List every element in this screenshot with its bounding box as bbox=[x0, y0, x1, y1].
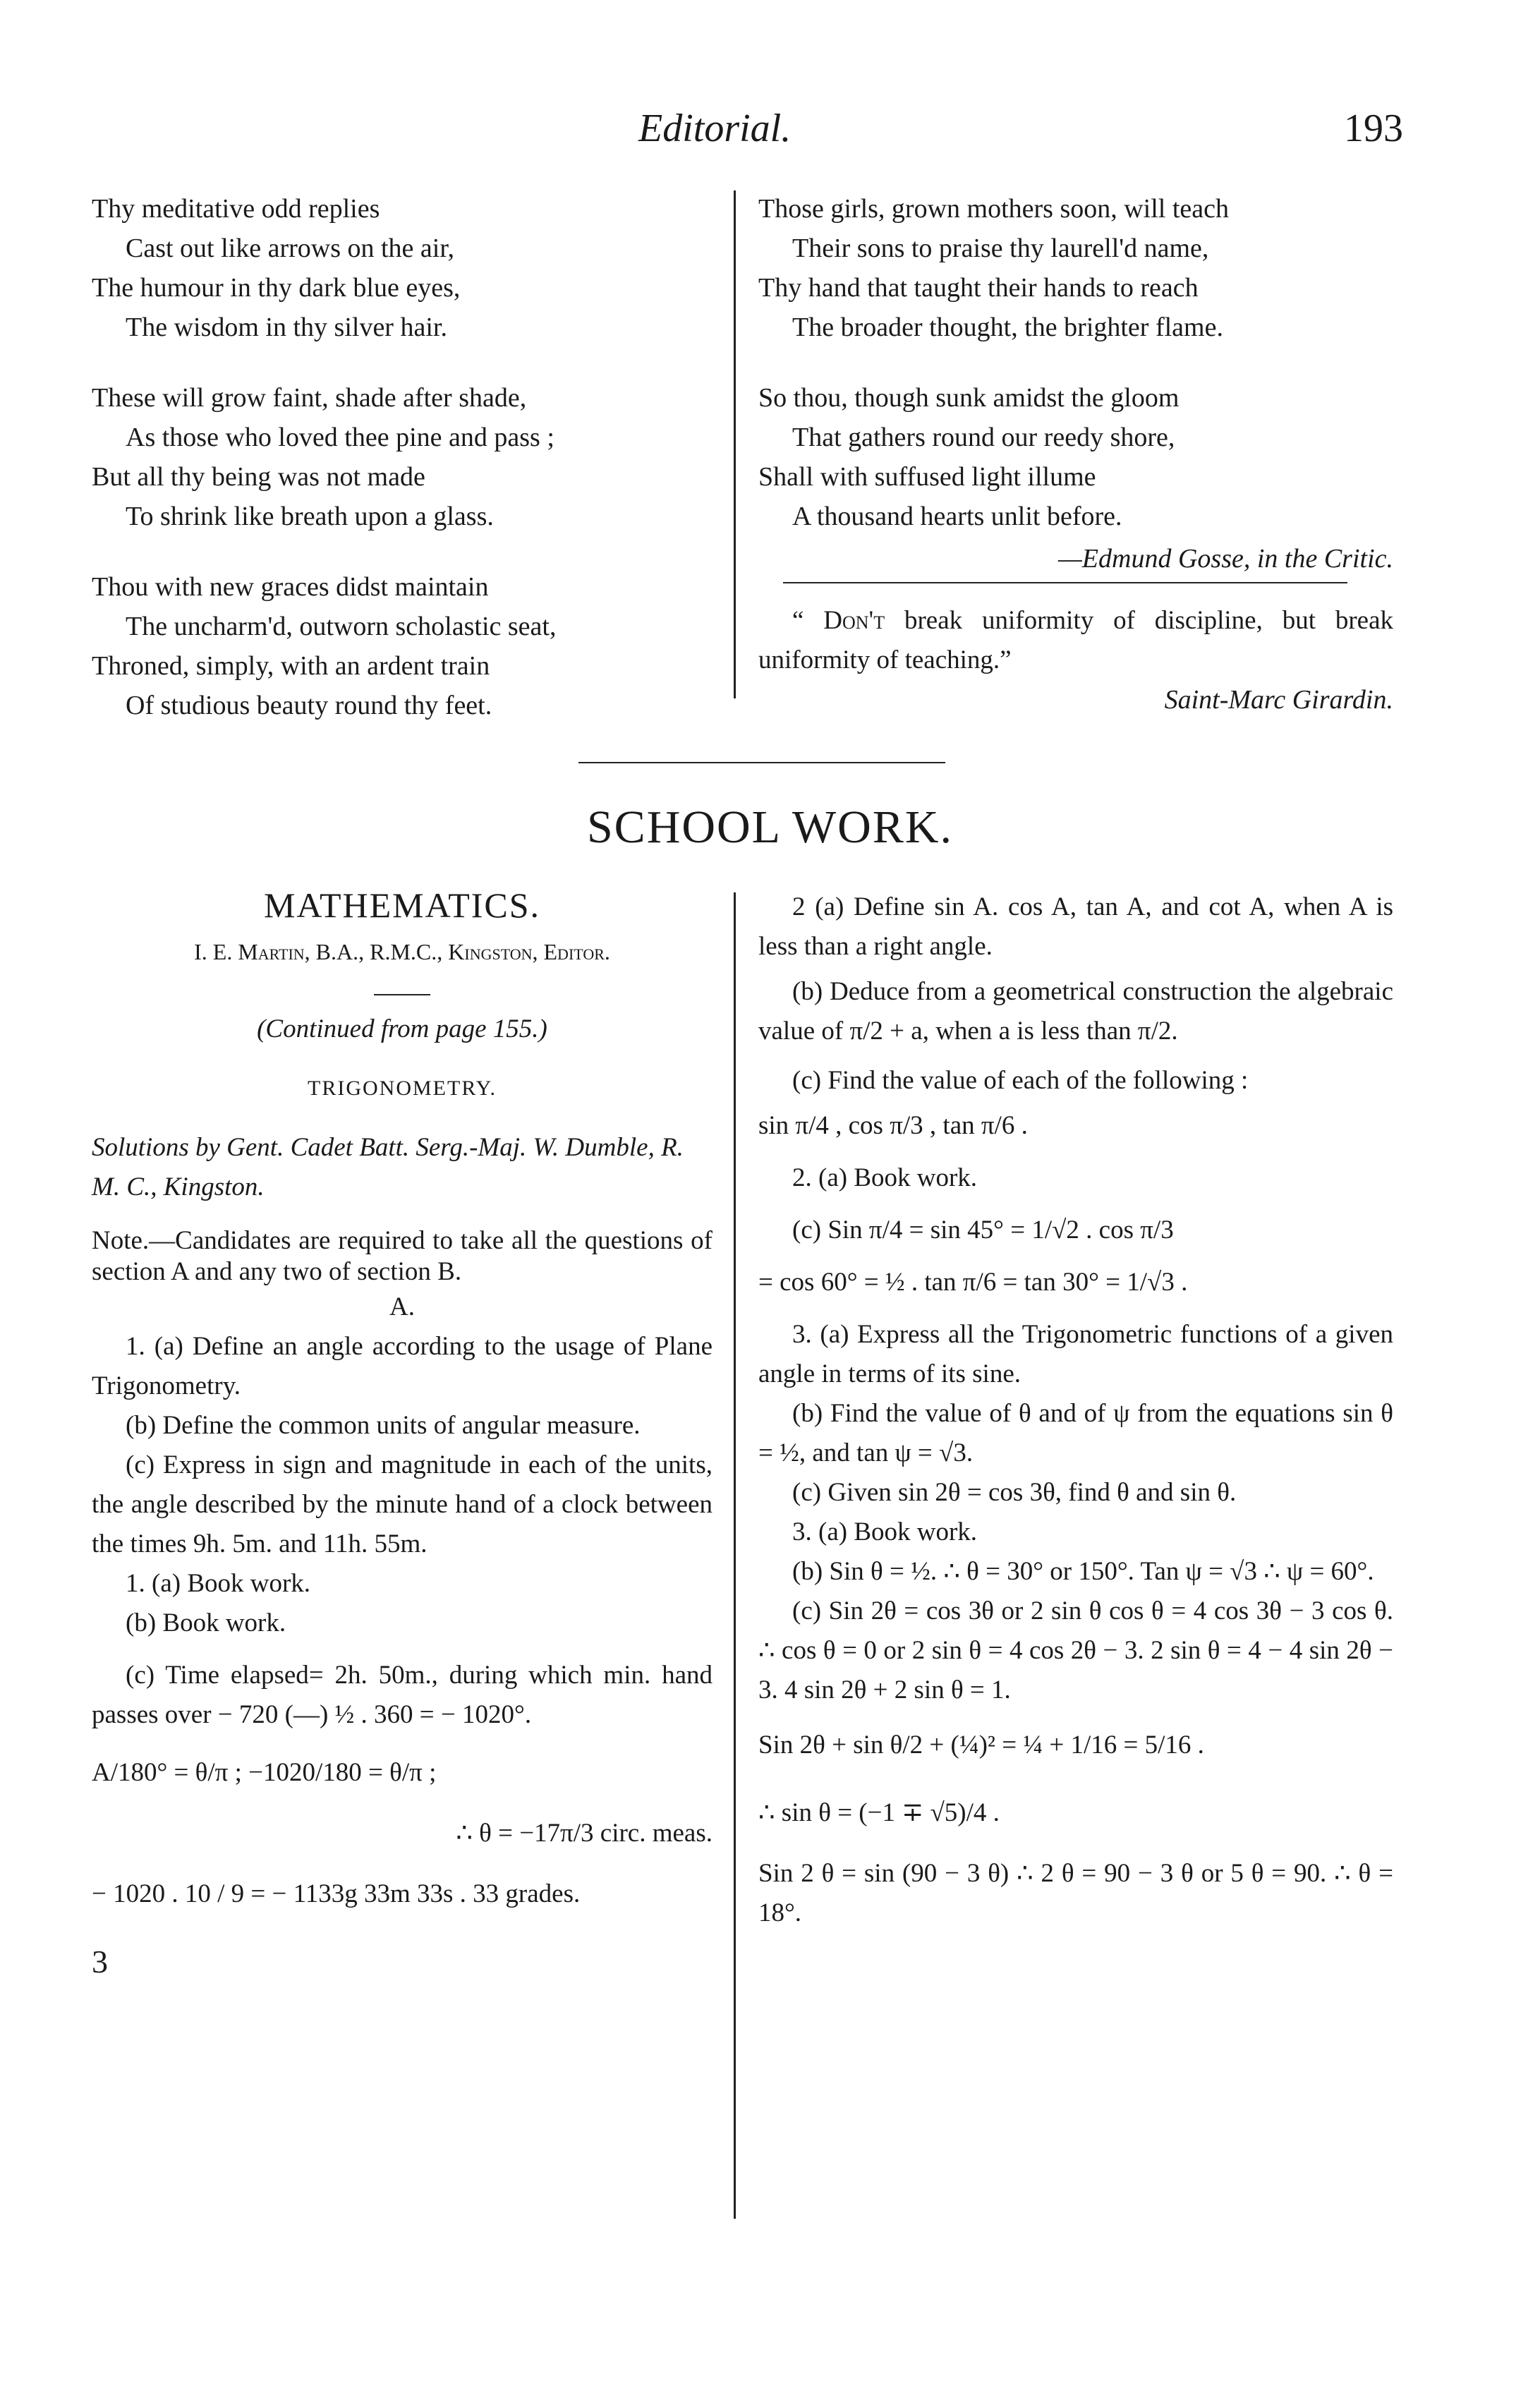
question-2c: (c) Find the value of each of the following : bbox=[792, 1066, 1249, 1095]
math-left-column bbox=[92, 885, 713, 1982]
question-2b: (b) Deduce from a geometrical construction the algebraic value of π/2 + a, when a is less than π/2. bbox=[758, 977, 1393, 1046]
equation: Sin 2θ + sin θ/2 + (¼)² = ¼ + 1/16 = 5/16 . bbox=[758, 1731, 1204, 1759]
poem-line: The broader thought, the brighter flame. bbox=[792, 313, 1223, 342]
section-title: SCHOOL WORK. bbox=[586, 801, 954, 853]
poem-line: Thy meditative odd replies bbox=[92, 194, 380, 224]
question-1a: 1. (a) Define an angle according to the usage of Plane Trigonometry. bbox=[92, 1332, 713, 1400]
signature-mark: 3 bbox=[92, 1944, 108, 1980]
poem-stanza bbox=[92, 189, 713, 347]
answer-2c-line2: = cos 60° = ½ . tan π/6 = tan 30° = 1/√3 . bbox=[758, 1268, 1188, 1297]
poem-line: That gathers round our reedy shore, bbox=[792, 423, 1175, 452]
poem-line: The wisdom in thy silver hair. bbox=[126, 313, 447, 342]
poem-line: Throned, simply, with an ardent train bbox=[92, 651, 490, 681]
column-divider bbox=[734, 892, 736, 2219]
answer-3c-conclusion: Sin 2 θ = sin (90 − 3 θ) ∴ 2 θ = 90 − 3 θ or 5 θ = 90. ∴ θ = 18°. bbox=[758, 1859, 1393, 1927]
poem-stanza bbox=[758, 189, 1393, 347]
answer-2c-line1: (c) Sin π/4 = sin 45° = 1/√2 . cos π/3 bbox=[792, 1216, 1174, 1244]
continued-note: (Continued from page 155.) bbox=[257, 1014, 547, 1043]
poem-stanza bbox=[758, 378, 1393, 536]
quote-attribution: Saint-Marc Girardin. bbox=[1164, 685, 1393, 715]
math-heading: MATHEMATICS. bbox=[263, 885, 541, 925]
equation: ∴ θ = −17π/3 circ. meas. bbox=[456, 1819, 713, 1848]
editor-line: I. E. Martin, B.A., R.M.C., Kingston, Editor. bbox=[194, 939, 610, 964]
divider-rule bbox=[578, 762, 945, 763]
divider-rule bbox=[783, 582, 1347, 583]
poem-line: Thou with new graces didst maintain bbox=[92, 572, 489, 602]
running-title: Editorial. bbox=[638, 107, 792, 150]
question-2a: 2 (a) Define sin A. cos A, tan A, and cot A, when A is less than a right angle. bbox=[758, 892, 1393, 961]
poem-line: Their sons to praise thy laurell'd name, bbox=[792, 234, 1209, 263]
expression: sin π/4 , cos π/3 , tan π/6 . bbox=[758, 1111, 1028, 1140]
answer-1c: (c) Time elapsed= 2h. 50m., during which min. hand passes over − 720 (—) ½ . 360 = − 1020°. bbox=[92, 1661, 713, 1729]
poem-attribution: —Edmund Gosse, in the Critic. bbox=[1058, 544, 1393, 574]
poem-line: Cast out like arrows on the air, bbox=[126, 234, 454, 263]
equation: − 1020 . 10 / 9 = − 1133g 33m 33s . 33 grades. bbox=[92, 1879, 581, 1908]
poem-line: A thousand hearts unlit before. bbox=[792, 502, 1122, 531]
poem-right-column bbox=[758, 189, 1393, 578]
equation: A/180° = θ/π ; −1020/180 = θ/π ; bbox=[92, 1758, 437, 1787]
poem-stanza bbox=[92, 378, 713, 536]
note: Note.—Candidates are required to take all the questions of section A and any two of section B. bbox=[92, 1226, 713, 1286]
question-3c: (c) Given sin 2θ = cos 3θ, find θ and sin θ. bbox=[792, 1478, 1237, 1507]
subject-heading: TRIGONOMETRY. bbox=[308, 1077, 497, 1100]
poem-line: But all thy being was not made bbox=[92, 462, 425, 492]
poem-left-column bbox=[92, 189, 713, 756]
poem-stanza bbox=[92, 567, 713, 725]
quote-body: break uniformity of discipline, but break uniformity of teaching.” bbox=[758, 606, 1394, 674]
question-3b: (b) Find the value of θ and of ψ from the equations sin θ = ½, and tan ψ = √3. bbox=[758, 1399, 1393, 1467]
quote-block bbox=[758, 601, 1393, 720]
poem-line: Those girls, grown mothers soon, will teach bbox=[758, 194, 1230, 224]
quote-text bbox=[758, 601, 1393, 680]
question-1c: (c) Express in sign and magnitude in each of the units, the angle described by the minute hand of a clock between the times 9h. 5m. and 11h. 55m. bbox=[92, 1450, 713, 1558]
poem-line: Thy hand that taught their hands to reach bbox=[758, 273, 1199, 303]
poem-line: Of studious beauty round thy feet. bbox=[126, 691, 492, 720]
answer-3b: (b) Sin θ = ½. ∴ θ = 30° or 150°. Tan ψ = √3 ∴ ψ = 60°. bbox=[792, 1557, 1374, 1586]
section-label: A. bbox=[389, 1292, 415, 1321]
math-right-column bbox=[758, 887, 1393, 1933]
equation: ∴ sin θ = (−1 ∓ √5)/4 . bbox=[758, 1798, 1000, 1827]
answer-1a: 1. (a) Book work. bbox=[126, 1569, 311, 1598]
answer-3a: 3. (a) Book work. bbox=[792, 1517, 978, 1546]
poem-line: The uncharm'd, outworn scholastic seat, bbox=[126, 612, 557, 641]
short-rule bbox=[374, 994, 430, 995]
column-divider bbox=[734, 190, 736, 698]
poem-line: To shrink like breath upon a glass. bbox=[126, 502, 494, 531]
answer-2a: 2. (a) Book work. bbox=[792, 1163, 978, 1192]
poem-line: Shall with suffused light illume bbox=[758, 462, 1096, 492]
poem-line: So thou, though sunk amidst the gloom bbox=[758, 383, 1180, 413]
question-1b: (b) Define the common units of angular measure. bbox=[126, 1411, 641, 1440]
quote-lead: “ Don't bbox=[792, 606, 885, 635]
solutions-byline: Solutions by Gent. Cadet Batt. Serg.-Maj. W. Dumble, R. M. C., Kingston. bbox=[92, 1133, 684, 1201]
answer-3c: (c) Sin 2θ = cos 3θ or 2 sin θ cos θ = 4 cos 3θ − 3 cos θ. ∴ cos θ = 0 or 2 sin θ = 4 cos 2θ − 3. 2 sin θ = 4 − 4 sin 2θ − 3. 4 sin 2θ + 2 sin θ = 1. bbox=[758, 1597, 1393, 1704]
poem-line: These will grow faint, shade after shade, bbox=[92, 383, 527, 413]
page-number: 193 bbox=[1344, 107, 1403, 150]
poem-line: As those who loved thee pine and pass ; bbox=[126, 423, 554, 452]
answer-1b: (b) Book work. bbox=[126, 1608, 286, 1637]
question-3a: 3. (a) Express all the Trigonometric functions of a given angle in terms of its sine. bbox=[758, 1320, 1393, 1388]
poem-line: The humour in thy dark blue eyes, bbox=[92, 273, 461, 303]
